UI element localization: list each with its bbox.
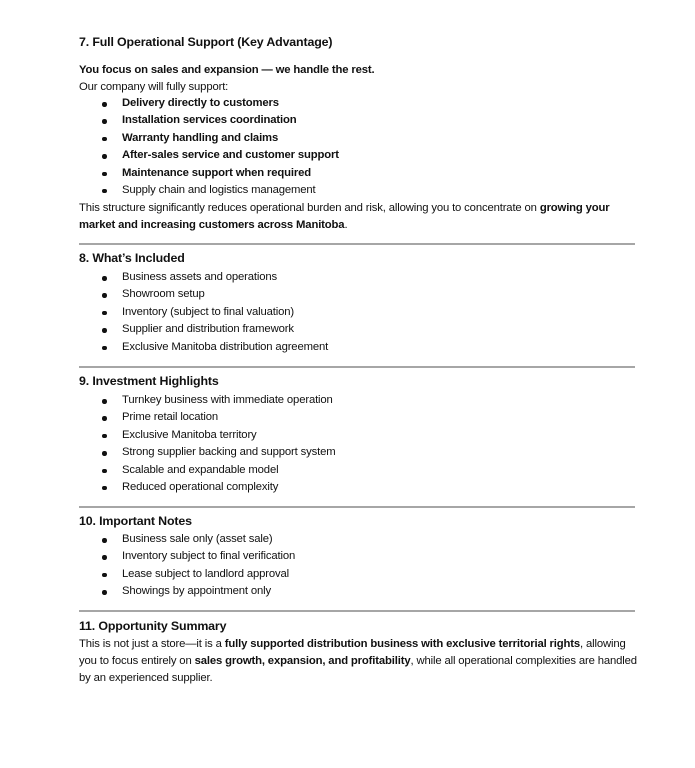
list-item-text: Turnkey business with immediate operation — [122, 394, 333, 406]
list-item-text: Scalable and expandable model — [122, 463, 279, 476]
section-divider — [79, 506, 635, 508]
bullet-icon — [102, 451, 107, 456]
list-item — [79, 269, 328, 286]
list-item-text: Exclusive Manitoba distribution agreement — [122, 340, 329, 353]
summary-text-2: , allowing you to focus entirely on — [79, 638, 626, 667]
section-divider — [79, 366, 635, 368]
bullet-icon — [102, 538, 107, 543]
list-item — [79, 583, 295, 600]
bullet-icon — [102, 434, 107, 439]
bullet-icon — [102, 590, 107, 595]
section-10-title: 10. Important Notes — [79, 514, 192, 528]
bullet-icon — [102, 154, 107, 159]
section-11-title: 11. Opportunity Summary — [79, 619, 227, 633]
bullet-icon — [102, 486, 107, 491]
list-item — [79, 427, 335, 444]
bullet-icon — [102, 189, 107, 194]
list-item-text: Showings by appointment only — [122, 585, 272, 598]
bullet-icon — [102, 469, 107, 474]
summary-emphasis-2: sales growth, expansion, and profitability — [194, 655, 411, 667]
list-item-text: Showroom setup — [122, 288, 205, 301]
section-7-intro: Our company will fully support: — [79, 81, 229, 93]
list-item — [79, 444, 335, 461]
section-10-list — [79, 531, 295, 601]
list-item — [79, 392, 335, 409]
section-7-list — [79, 95, 339, 199]
list-item-text: Inventory subject to final verification — [122, 550, 296, 563]
bullet-icon — [102, 119, 107, 124]
list-item — [79, 479, 335, 496]
section-11-body — [79, 636, 637, 687]
list-item-text: Maintenance support when required — [122, 166, 312, 179]
list-item — [79, 339, 328, 356]
list-item — [79, 147, 339, 164]
bullet-icon — [102, 311, 107, 316]
bullet-icon — [102, 416, 107, 421]
section-divider — [79, 243, 635, 245]
list-item — [79, 112, 339, 129]
list-item — [79, 304, 328, 321]
list-item — [79, 165, 339, 182]
list-item — [79, 548, 295, 565]
summary-emphasis-1: fully supported distribution business with exclusive territorial rights — [224, 638, 581, 650]
section-9-list — [79, 392, 335, 496]
list-item-text: Business sale only (asset sale) — [122, 533, 273, 545]
list-item-text: Lease subject to landlord approval — [122, 567, 289, 580]
list-item-text: Business assets and operations — [122, 271, 278, 283]
list-item-text: After-sales service and customer support — [122, 149, 339, 162]
list-item-text: Supply chain and logistics management — [122, 183, 316, 196]
list-item — [79, 182, 339, 199]
section-7-closing — [79, 200, 637, 234]
bullet-icon — [102, 102, 107, 107]
summary-text-3: , while all operational complexities are handled by an experienced supplier. — [79, 655, 637, 684]
bullet-icon — [102, 328, 107, 333]
list-item — [79, 462, 335, 479]
section-7-lead: You focus on sales and expansion — we handle the rest. — [79, 64, 375, 76]
section-divider — [79, 610, 635, 612]
list-item — [79, 286, 328, 303]
bullet-icon — [102, 573, 107, 578]
section-8-title: 8. What’s Included — [79, 251, 185, 265]
list-item-text: Inventory (subject to final valuation) — [122, 305, 295, 318]
bullet-icon — [102, 346, 107, 351]
bullet-icon — [102, 172, 107, 177]
list-item-text: Warranty handling and claims — [122, 131, 279, 144]
list-item — [79, 566, 295, 583]
list-item-text: Supplier and distribution framework — [122, 323, 294, 336]
closing-emphasis: growing your market and increasing customers across Manitoba — [79, 202, 610, 231]
section-8-list — [79, 269, 328, 356]
bullet-icon — [102, 137, 107, 142]
list-item — [79, 531, 295, 548]
bullet-icon — [102, 555, 107, 560]
list-item — [79, 409, 335, 426]
list-item-text: Exclusive Manitoba territory — [122, 428, 257, 441]
closing-text: This structure significantly reduces operational burden and risk, allowing you to concentrate on — [79, 202, 540, 214]
list-item — [79, 95, 339, 112]
section-9-title: 9. Investment Highlights — [79, 374, 219, 388]
list-item-text: Prime retail location — [122, 411, 219, 424]
summary-text-1: This is not just a store—it is a — [79, 638, 225, 650]
section-7-title: 7. Full Operational Support (Key Advantage) — [79, 35, 333, 49]
bullet-icon — [102, 399, 107, 404]
list-item-text: Reduced operational complexity — [122, 480, 279, 493]
list-item-text: Installation services coordination — [122, 114, 297, 127]
list-item — [79, 321, 328, 338]
list-item-text: Delivery directly to customers — [122, 97, 279, 109]
bullet-icon — [102, 293, 107, 298]
closing-end: . — [344, 219, 348, 231]
list-item-text: Strong supplier backing and support system — [122, 446, 336, 459]
list-item — [79, 130, 339, 147]
bullet-icon — [102, 276, 107, 281]
